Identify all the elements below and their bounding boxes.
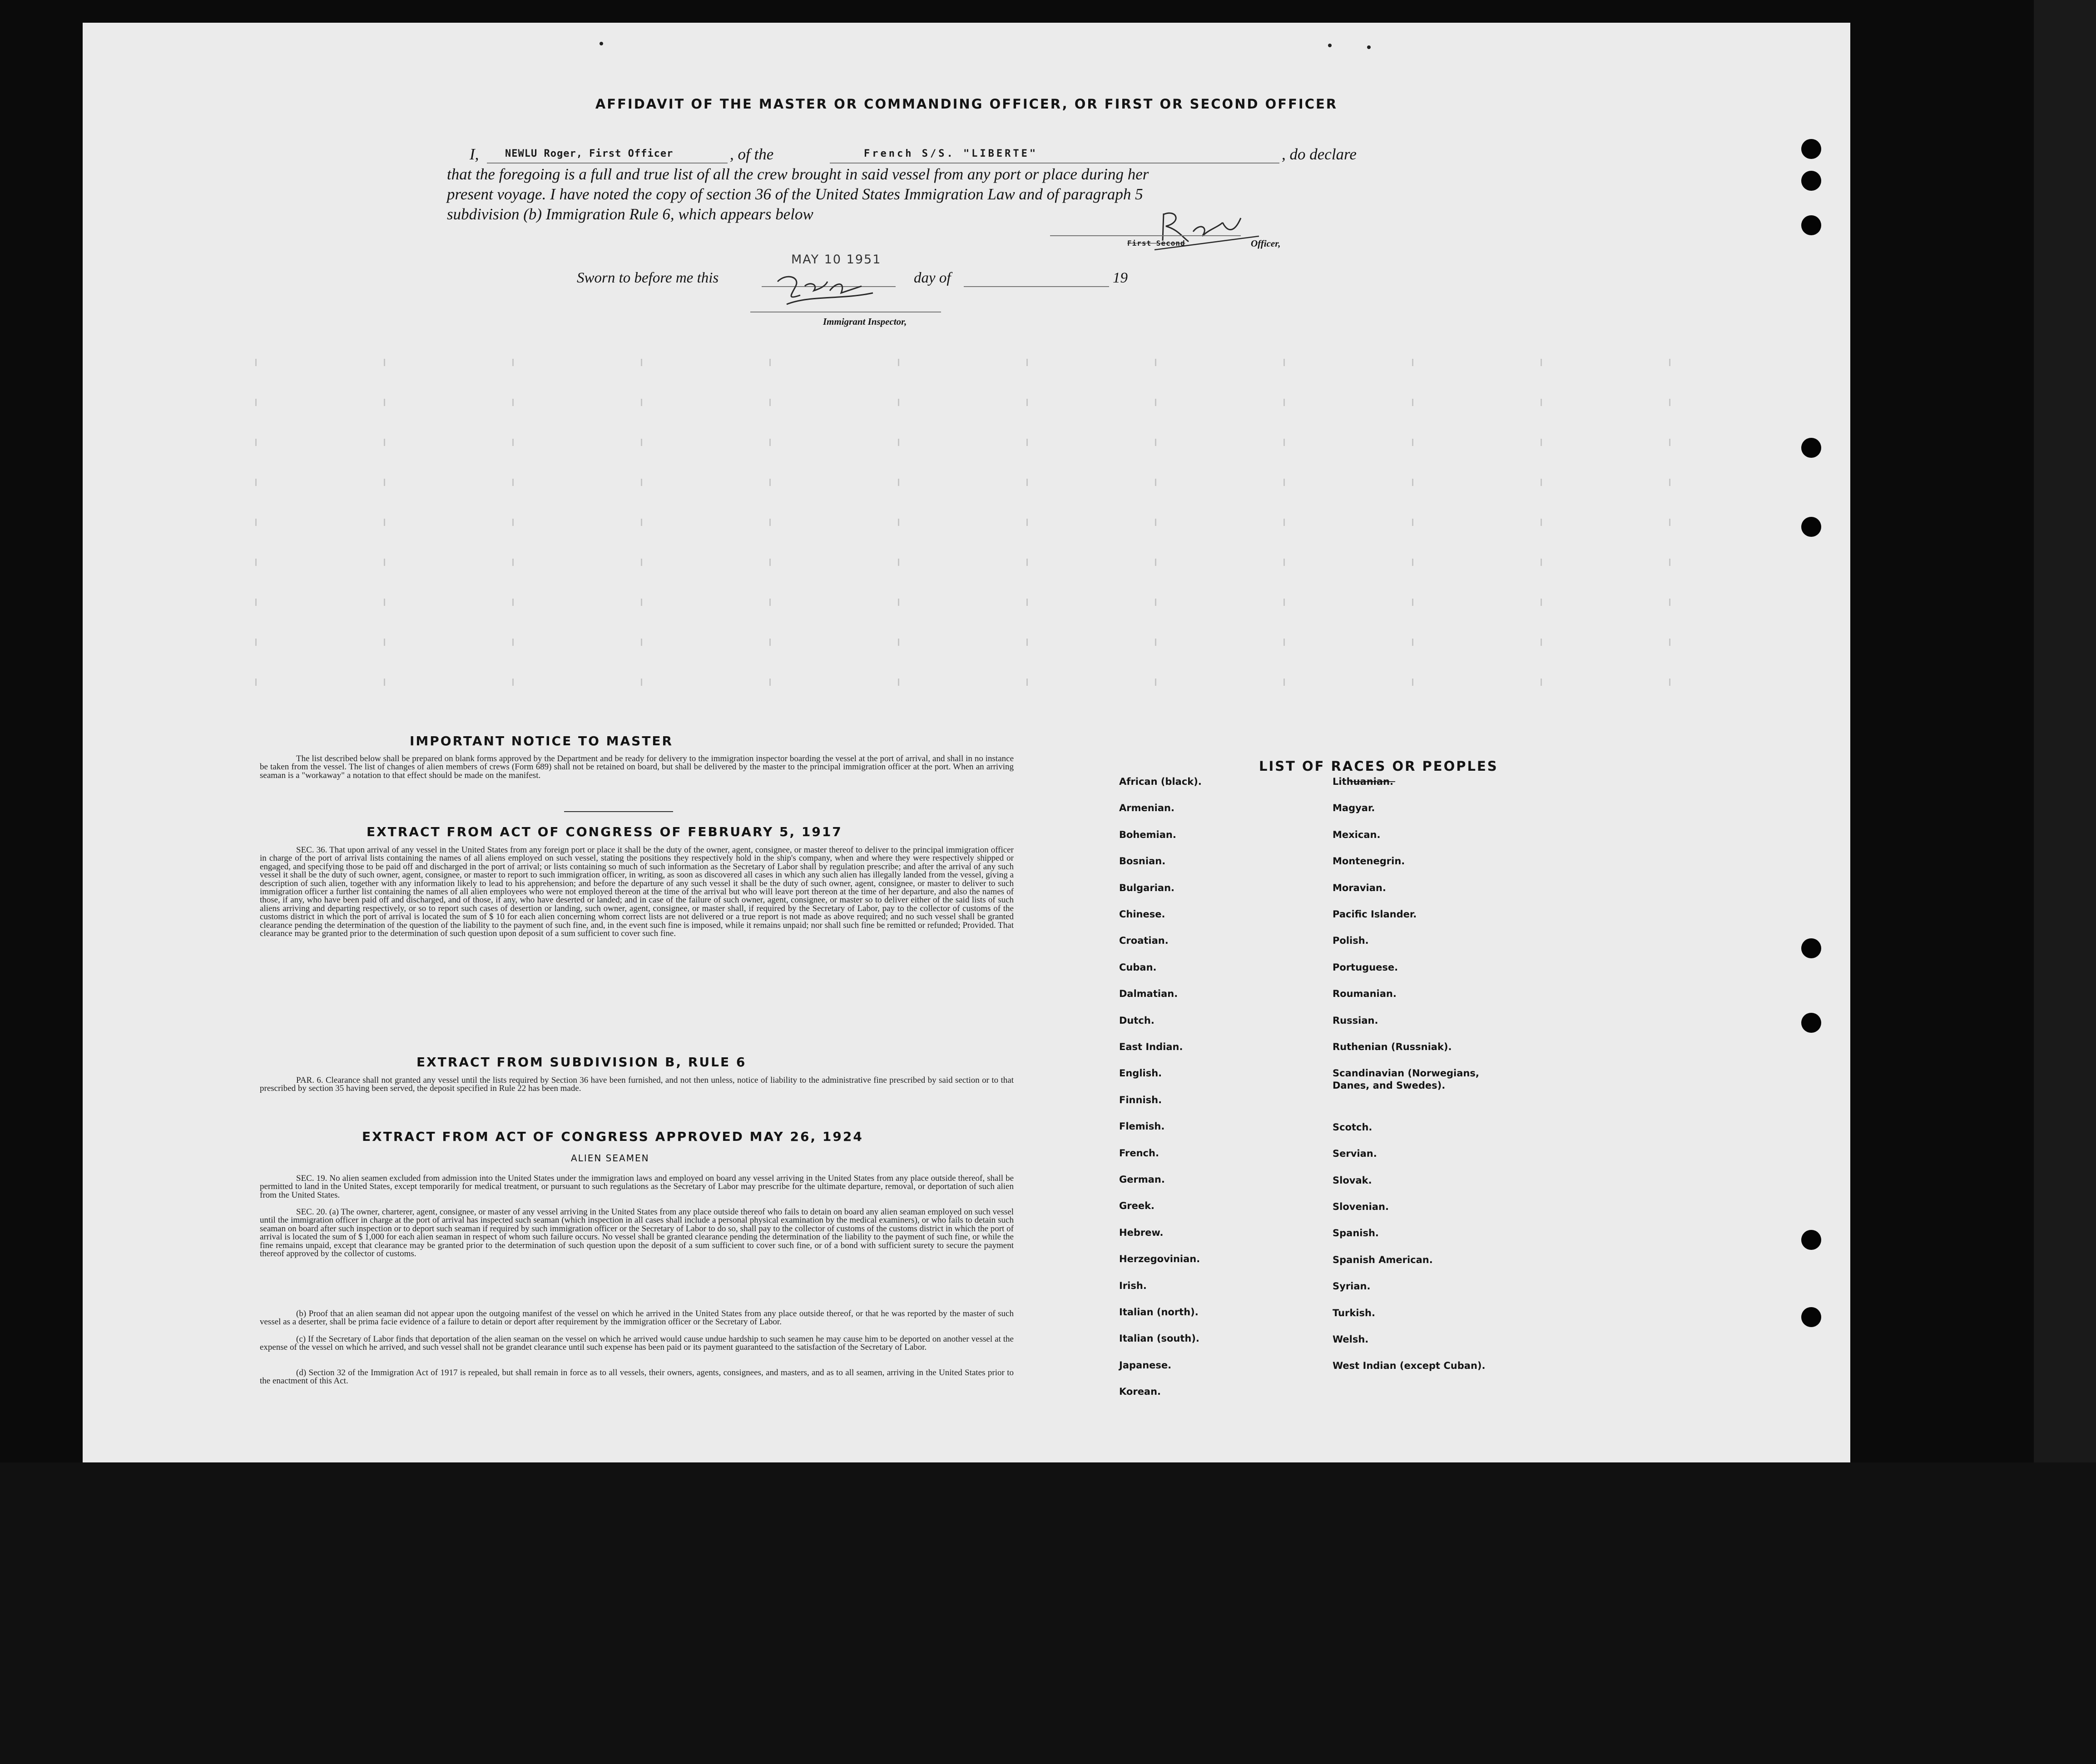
- officer-struck-title: First Second: [1127, 239, 1185, 248]
- grid-mark: [512, 639, 514, 646]
- grid-mark: [384, 679, 385, 686]
- race-item: Bulgarian.: [1119, 882, 1175, 893]
- grid-mark: [384, 519, 385, 526]
- race-item: Magyar.: [1333, 803, 1375, 814]
- races-title: LIST OF RACES OR PEOPLES: [1259, 758, 1498, 774]
- race-item: Chinese.: [1119, 909, 1165, 920]
- grid-mark: [384, 439, 385, 446]
- grid-mark: [1541, 639, 1542, 646]
- grid-mark: [641, 439, 642, 446]
- grid-mark: [1155, 599, 1156, 606]
- affidavit-title: AFFIDAVIT OF THE MASTER OR COMMANDING OFFICER, OR FIRST OR SECOND OFFICER: [595, 96, 1338, 112]
- inspector-label: Immigrant Inspector,: [823, 316, 907, 327]
- race-item: Croatian.: [1119, 935, 1169, 946]
- grid-mark: [255, 399, 257, 406]
- extract-1917-title: EXTRACT FROM ACT OF CONGRESS OF FEBRUARY 5, 1917: [367, 824, 842, 839]
- grid-mark: [255, 599, 257, 606]
- grid-mark: [255, 679, 257, 686]
- binder-hole: [1801, 1307, 1821, 1327]
- grid-mark: [1283, 679, 1285, 686]
- race-item: Mexican.: [1333, 829, 1381, 840]
- race-item: German.: [1119, 1174, 1165, 1185]
- race-item: Japanese.: [1119, 1359, 1172, 1371]
- race-item: Flemish.: [1119, 1121, 1165, 1132]
- grid-mark: [1412, 439, 1413, 446]
- race-item: Bohemian.: [1119, 829, 1176, 840]
- date-stamp: MAY 10 1951: [791, 253, 882, 267]
- grid-mark: [1026, 359, 1028, 366]
- grid-mark: [512, 599, 514, 606]
- grid-mark: [384, 359, 385, 366]
- grid-mark: [1669, 639, 1670, 646]
- extract-1924-title: EXTRACT FROM ACT OF CONGRESS APPROVED MAY 26, 1924: [362, 1129, 863, 1144]
- race-item: Cuban.: [1119, 961, 1157, 973]
- extract-1924-sec19: SEC. 19. No alien seamen excluded from admission into the United States under the immigration laws and employed on board any vessel arriving in the United States from any place outside thereof, shall be permitted to land in the United States, except temporarily for medical treatment, or pursuant to such regulations as the Secretary of Labor may prescribe for the ultimate departure, removal, or deportation of such alien from the United States.: [260, 1174, 1014, 1200]
- grid-mark: [1669, 599, 1670, 606]
- binder-hole: [1801, 1013, 1821, 1033]
- grid-mark: [1541, 679, 1542, 686]
- grid-mark: [384, 399, 385, 406]
- grid-mark: [769, 399, 771, 406]
- grid-mark: [1155, 479, 1156, 486]
- grid-mark: [641, 519, 642, 526]
- grid-mark: [1541, 399, 1542, 406]
- grid-mark: [898, 639, 899, 646]
- grid-mark: [384, 639, 385, 646]
- extract-1917-body: SEC. 36. That upon arrival of any vessel in the United States from any foreign port or place it shall be the duty of the owner, agent, consignee, or master thereof to deliver to the principal immigration officer in charge of the port of arrival lists containing the names of all aliens employed on such vessel, stating the positions they respectively hold in the ship's company, when and where they were respectively shipped or engaged, and specifying those to be paid off and discharged in the port of arrival; or lists containing so much of such information as the Secretary of Labor shall by regulation prescribe; and after the arrival of any such vessel it shall be the duty of such owner, agent, consignee, or master to report to such immigration officer, in writing, as soon as discovered all cases in which any such alien has illegally landed from the vessel, giving a description of such alien, together with any information likely to lead to his apprehension; and before the departure of any such vessel it shall be the duty of such owner, agent, consignee, or master to deliver to such immigration officer a further list containing the names of all alien employees who were not employed thereon at the time of the arrival but who will leave port thereon at the time of her departure, and also the names of those, if any, who have been paid off and discharged, and of those, if any, who have deserted or landed; and in case of the failure of such owner, agent, consignee, or master so to deliver either of the said lists of such aliens arriving and departing respectively, or so to report such cases of desertion or landing, such owner, agent, consignee, or master shall, if required by the Secretary of Labor, pay to the collector of customs of the customs district in which the port of arrival is located the sum of $ 10 for each alien concerning whom correct lists are not delivered or a true report is not made as above required; and no such vessel shall be granted clearance pending the determination of the question of the liability to the payment of such fine, and, in the event such fine is imposed, while it remains unpaid; nor shall such fine be remitted or refunded; Provided. That clearance may be granted prior to the determination of such question upon deposit of a sum sufficient to cover such fine.: [260, 845, 1014, 939]
- grid-mark: [641, 639, 642, 646]
- race-item: West Indian (except Cuban).: [1333, 1360, 1486, 1372]
- notice-body: The list described below shall be prepared on blank forms approved by the Department and be ready for delivery to the immigration inspector boarding the vessel at the port of arrival, and shall in no instance be taken from the vessel. The list of changes of alien members of crews (Form 689) shall not be retained on board, but shall be delivered by the master to the principal immigration officer at the port. When an arriving seaman is a "workaway" a notation to that effect should be made on the manifest.: [260, 754, 1014, 780]
- race-item: Servian.: [1333, 1148, 1377, 1159]
- grid-mark: [1026, 519, 1028, 526]
- grid-mark: [1283, 439, 1285, 446]
- race-item: African (black).: [1119, 776, 1202, 787]
- race-item: Korean.: [1119, 1386, 1161, 1397]
- race-item: Russian.: [1333, 1015, 1378, 1026]
- grid-mark: [1412, 399, 1413, 406]
- grid-mark: [898, 359, 899, 366]
- grid-mark: [1026, 439, 1028, 446]
- rule-6-body: PAR. 6. Clearance shall not granted any vessel until the lists required by Section 36 have been furnished, and not then unless, notice of liability to the administrative fine prescribed by said section or to that prescribed by section 35 having been served, the deposit specified in Rule 22 has been made.: [260, 1075, 1014, 1094]
- grid-mark: [769, 559, 771, 566]
- extract-1924-sec20d: (d) Section 32 of the Immigration Act of 1917 is repealed, but shall remain in force as to all vessels, their owners, agents, consignees, and masters, and as to all seamen, arriving in the United States prior to the enactment of this Act.: [260, 1368, 1014, 1386]
- document-page: [83, 23, 1850, 1462]
- race-item: Armenian.: [1119, 803, 1174, 814]
- grid-mark: [769, 639, 771, 646]
- race-item: Scandinavian (Norwegians, Danes, and Swedes).: [1333, 1068, 1479, 1091]
- grid-mark: [255, 359, 257, 366]
- binder-hole: [1801, 215, 1821, 235]
- grid-mark: [1412, 679, 1413, 686]
- notice-divider: [564, 811, 673, 812]
- binder-hole: [1801, 438, 1821, 458]
- affidavit-do-declare: , do declare: [1282, 145, 1357, 163]
- grid-mark: [1283, 639, 1285, 646]
- vessel-line: [830, 163, 1279, 164]
- extract-1924-sec20a: SEC. 20. (a) The owner, charterer, agent, consignee, or master of any vessel arriving in the United States from any place outside thereof who fails to detain on board any alien seaman employed on such vessel until the immigration officer in charge at the port of arrival has inspected such seaman (which inspection in all cases shall include a personal physical examination by the medical examiners), or who fails to detain such seaman on board after such inspection or to deport such seaman if required by such immigration officer or the Secretary of Labor to do so, shall pay to the collector of customs of the customs district in which the port of arrival is located the sum of $ 1,000 for each alien seaman in respect of whom such failure occurs. No vessel shall be granted clearance pending the determination of the liability to the payment of such fine, or while the fine remains unpaid, except that clearance may be granted prior to the determination of such question upon the deposit of a sum sufficient to cover such fine, or of a bond with sufficient surety to secure the payment thereof approved by the collector of customs.: [260, 1207, 1014, 1259]
- grid-mark: [255, 639, 257, 646]
- grid-mark: [641, 559, 642, 566]
- race-item: Irish.: [1119, 1280, 1147, 1291]
- race-item: Hebrew.: [1119, 1227, 1164, 1238]
- affidavit-line-3: present voyage. I have noted the copy of section 36 of the United States Immigration Law and of paragraph 5: [447, 185, 1143, 203]
- grid-mark: [898, 519, 899, 526]
- rule-6-title: EXTRACT FROM SUBDIVISION B, RULE 6: [416, 1055, 747, 1070]
- grid-mark: [1669, 439, 1670, 446]
- vessel-name: French S/S. "LIBERTE": [864, 148, 1038, 159]
- grid-mark: [1026, 599, 1028, 606]
- day-of-line: [964, 286, 1109, 287]
- grid-mark: [641, 399, 642, 406]
- race-item: Lithuanian.: [1333, 776, 1393, 787]
- notice-title: IMPORTANT NOTICE TO MASTER: [410, 733, 674, 748]
- grid-mark: [1283, 399, 1285, 406]
- declarant-line: [487, 163, 728, 164]
- grid-mark: [255, 439, 257, 446]
- grid-mark: [1155, 639, 1156, 646]
- grid-mark: [1155, 439, 1156, 446]
- race-item: Turkish.: [1333, 1307, 1375, 1318]
- binder-hole: [1801, 938, 1821, 958]
- grid-mark: [1412, 639, 1413, 646]
- race-item: English.: [1119, 1068, 1162, 1079]
- grid-mark: [1283, 359, 1285, 366]
- scan-speck: [1367, 45, 1371, 49]
- affidavit-line-2: that the foregoing is a full and true list of all the crew brought in said vessel from any port or place during her: [447, 165, 1149, 183]
- grid-mark: [384, 599, 385, 606]
- grid-mark: [512, 359, 514, 366]
- day-of-label: day of: [914, 270, 951, 286]
- grid-mark: [1026, 639, 1028, 646]
- grid-mark: [1412, 359, 1413, 366]
- extract-1924-sec20c: (c) If the Secretary of Labor finds that deportation of the alien seaman on the vessel on which he arrived would cause undue hardship to such seamen he may cause him to be deported on another vessel at the expense of the vessel on which he arrived, and such vessel shall not be grandet clearance until such expense has been paid or its payment guaranteed to the satisfaction of the Secretary of Labor.: [260, 1334, 1014, 1353]
- form-grid-marks: [255, 359, 1799, 704]
- grid-mark: [1669, 519, 1670, 526]
- race-item: Roumanian.: [1333, 988, 1397, 1000]
- grid-mark: [1283, 599, 1285, 606]
- grid-mark: [898, 399, 899, 406]
- grid-mark: [512, 399, 514, 406]
- grid-mark: [1155, 559, 1156, 566]
- grid-mark: [1026, 479, 1028, 486]
- grid-mark: [1155, 399, 1156, 406]
- grid-mark: [255, 559, 257, 566]
- race-item: East Indian.: [1119, 1041, 1183, 1052]
- grid-mark: [1541, 559, 1542, 566]
- race-item: Italian (north).: [1119, 1307, 1199, 1318]
- race-item: Greek.: [1119, 1200, 1155, 1212]
- grid-mark: [1669, 679, 1670, 686]
- race-item: Ruthenian (Russniak).: [1333, 1041, 1452, 1052]
- grid-mark: [769, 439, 771, 446]
- grid-mark: [512, 679, 514, 686]
- extract-1924-subtitle: ALIEN SEAMEN: [571, 1153, 649, 1164]
- binder-hole: [1801, 139, 1821, 159]
- scanner-edge-bottom: [0, 1462, 2096, 1764]
- race-item: Scotch.: [1333, 1121, 1373, 1133]
- sworn-label: Sworn to before me this: [577, 270, 719, 286]
- declarant-name: NEWLU Roger, First Officer: [505, 148, 674, 159]
- officer-line: [1050, 235, 1241, 236]
- grid-mark: [1541, 359, 1542, 366]
- grid-mark: [1283, 559, 1285, 566]
- scan-speck: [600, 42, 603, 45]
- race-item: Bosnian.: [1119, 856, 1166, 867]
- grid-mark: [1026, 559, 1028, 566]
- grid-mark: [769, 359, 771, 366]
- grid-mark: [898, 679, 899, 686]
- grid-mark: [1283, 479, 1285, 486]
- grid-mark: [641, 599, 642, 606]
- race-item: Slovenian.: [1333, 1201, 1389, 1212]
- grid-mark: [898, 559, 899, 566]
- grid-mark: [1669, 359, 1670, 366]
- race-item: Moravian.: [1333, 882, 1386, 893]
- grid-mark: [1412, 559, 1413, 566]
- grid-mark: [641, 679, 642, 686]
- race-item: Slovak.: [1333, 1174, 1372, 1186]
- grid-mark: [1412, 519, 1413, 526]
- grid-mark: [1669, 559, 1670, 566]
- grid-mark: [384, 479, 385, 486]
- race-item: Italian (south).: [1119, 1333, 1199, 1344]
- race-item: Portuguese.: [1333, 961, 1398, 973]
- affidavit-line-4: subdivision (b) Immigration Rule 6, which appears below: [447, 205, 813, 223]
- race-item: Spanish American.: [1333, 1254, 1433, 1265]
- scan-speck: [1328, 44, 1332, 47]
- grid-mark: [898, 479, 899, 486]
- race-item: Montenegrin.: [1333, 856, 1405, 867]
- grid-mark: [769, 679, 771, 686]
- year-label: 19: [1113, 270, 1128, 286]
- race-item: French.: [1119, 1147, 1159, 1159]
- grid-mark: [1155, 359, 1156, 366]
- extract-1924-sec20b: (b) Proof that an alien seaman did not appear upon the outgoing manifest of the vessel on which he arrived in the United States from any place outside thereof, or that he was reported by the master of such vessel as a deserter, shall be prima facie evidence of a failure to detain or deport after requirement by the immigration officer or the Secretary of Labor.: [260, 1309, 1014, 1327]
- grid-mark: [641, 479, 642, 486]
- grid-mark: [1669, 479, 1670, 486]
- grid-mark: [1412, 599, 1413, 606]
- race-item: Pacific Islander.: [1333, 909, 1417, 920]
- grid-mark: [769, 519, 771, 526]
- grid-mark: [1412, 479, 1413, 486]
- race-item: Finnish.: [1119, 1094, 1162, 1105]
- grid-mark: [1026, 679, 1028, 686]
- grid-mark: [512, 479, 514, 486]
- race-item: Syrian.: [1333, 1281, 1371, 1292]
- grid-mark: [1541, 439, 1542, 446]
- grid-mark: [1155, 679, 1156, 686]
- grid-mark: [512, 519, 514, 526]
- grid-mark: [898, 599, 899, 606]
- binder-hole: [1801, 1230, 1821, 1250]
- race-item: Spanish.: [1333, 1228, 1379, 1239]
- grid-mark: [512, 439, 514, 446]
- grid-mark: [1026, 399, 1028, 406]
- grid-mark: [769, 599, 771, 606]
- binder-hole: [1801, 517, 1821, 537]
- grid-mark: [1283, 519, 1285, 526]
- grid-mark: [1155, 519, 1156, 526]
- grid-mark: [384, 559, 385, 566]
- grid-mark: [512, 559, 514, 566]
- race-item: Dalmatian.: [1119, 988, 1178, 1000]
- race-item: Welsh.: [1333, 1334, 1369, 1345]
- grid-mark: [641, 359, 642, 366]
- grid-mark: [898, 439, 899, 446]
- grid-mark: [255, 479, 257, 486]
- inspector-signature: [768, 268, 882, 309]
- officer-label: Officer,: [1251, 238, 1281, 249]
- grid-mark: [1541, 519, 1542, 526]
- grid-mark: [1669, 399, 1670, 406]
- race-item: Polish.: [1333, 935, 1369, 946]
- grid-mark: [1541, 479, 1542, 486]
- affidavit-of-the: , of the: [730, 145, 774, 163]
- grid-mark: [1541, 599, 1542, 606]
- race-item: Dutch.: [1119, 1015, 1155, 1026]
- race-item: Herzegovinian.: [1119, 1254, 1200, 1265]
- grid-mark: [255, 519, 257, 526]
- affidavit-i: I,: [470, 145, 479, 163]
- binder-hole: [1801, 171, 1821, 191]
- grid-mark: [769, 479, 771, 486]
